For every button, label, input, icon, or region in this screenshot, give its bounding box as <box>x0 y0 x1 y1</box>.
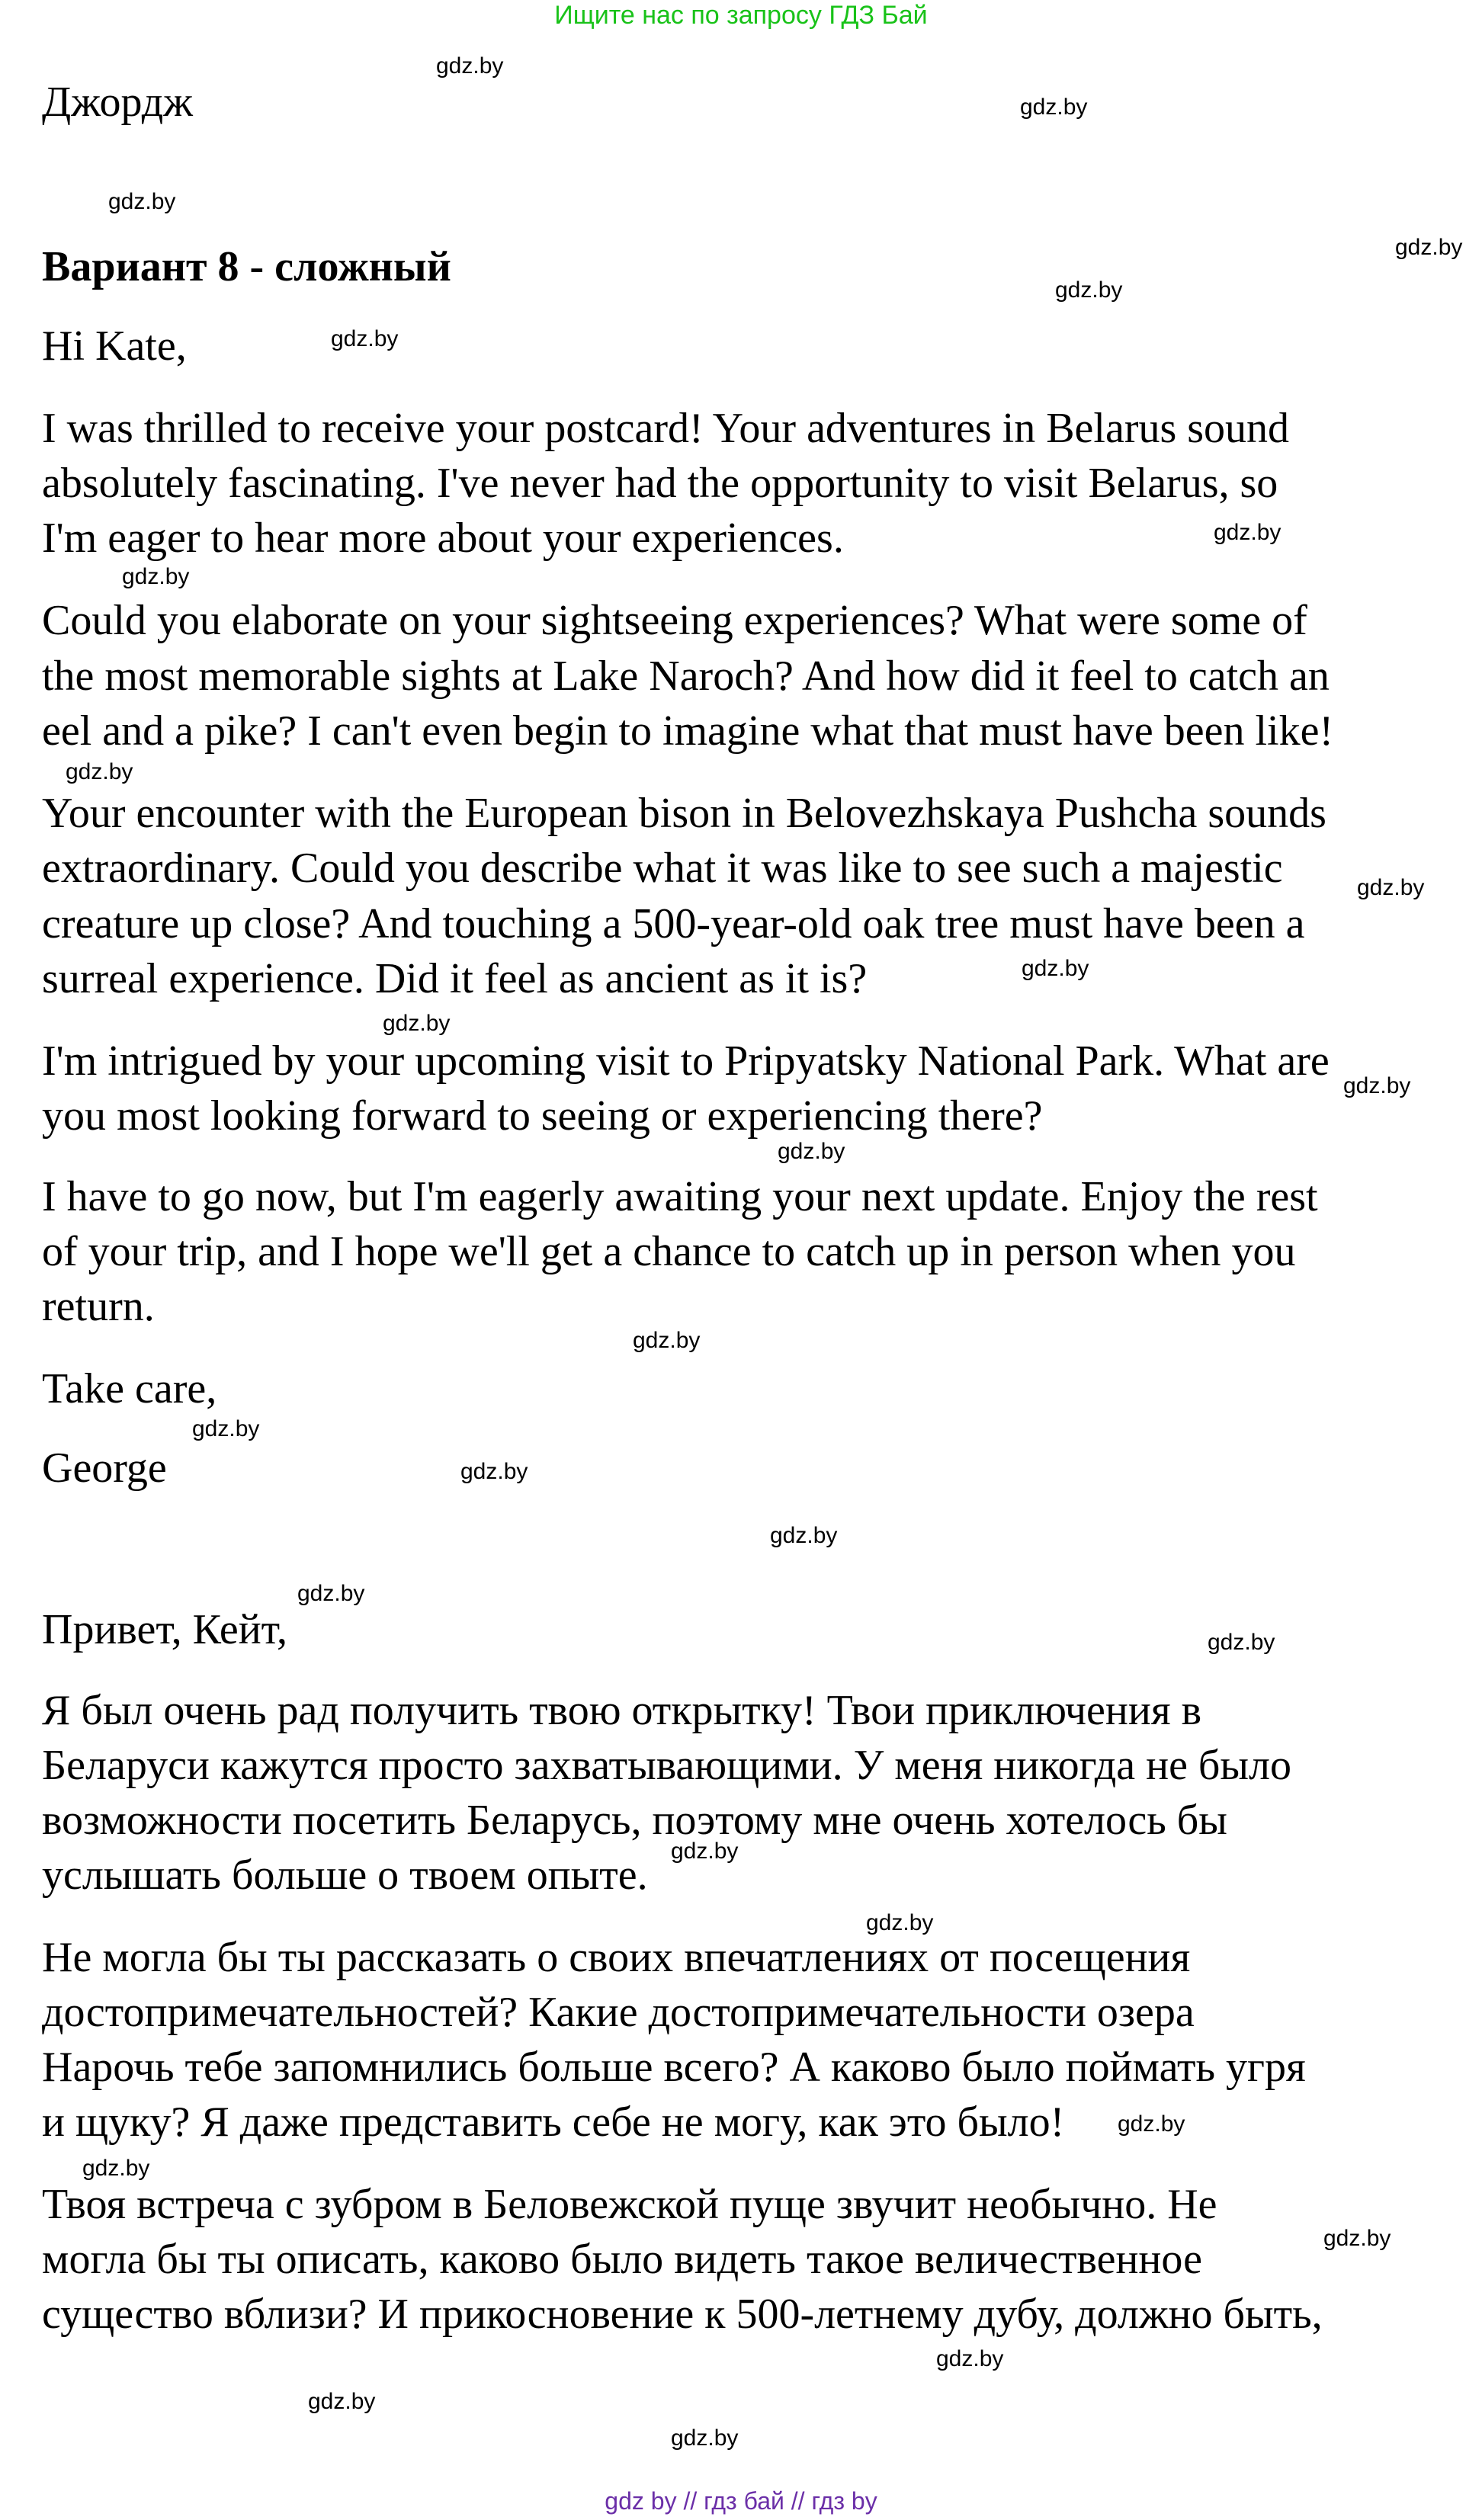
watermark: gdz.by <box>1323 2226 1391 2251</box>
watermark: gdz.by <box>1214 520 1282 545</box>
english-p3-line: extraordinary. Could you describe what it was like to see such a majestic <box>42 845 1283 892</box>
watermark: gdz.by <box>1343 1073 1411 1098</box>
russian-p1-line: Беларуси кажутся просто захватывающими. У меня никогда не было <box>42 1742 1291 1789</box>
russian-p3-line: могла бы ты описать, каково было видеть такое величественное <box>42 2236 1202 2283</box>
watermark: gdz.by <box>122 564 190 589</box>
watermark: gdz.by <box>936 2346 1004 2371</box>
russian-p3-line: Твоя встреча с зубром в Беловежской пуще звучит необычно. Не <box>42 2181 1217 2228</box>
watermark: gdz.by <box>866 1910 934 1935</box>
english-p1-line: absolutely fascinating. I've never had the opportunity to visit Belarus, so <box>42 460 1278 507</box>
watermark: gdz.by <box>308 2389 376 2414</box>
previous-signature: Джордж <box>42 79 193 126</box>
russian-p2-line: и щуку? Я даже представить себе не могу, как это было! <box>42 2098 1065 2146</box>
english-p3-line: creature up close? And touching a 500-year-old oak tree must have been a <box>42 900 1305 947</box>
watermark: gdz.by <box>1022 956 1089 981</box>
watermark: gdz.by <box>633 1328 701 1353</box>
russian-p2-line: Не могла бы ты рассказать о своих впечатлениях от посещения <box>42 1934 1191 1981</box>
russian-p1-line: услышать больше о твоем опыте. <box>42 1852 648 1899</box>
watermark: gdz.by <box>1020 95 1088 120</box>
english-p5-line: of your trip, and I hope we'll get a chance to catch up in person when you <box>42 1228 1296 1275</box>
watermark: gdz.by <box>1118 2111 1185 2137</box>
english-p2-line: the most memorable sights at Lake Naroch? And how did it feel to catch an <box>42 652 1330 700</box>
watermark: gdz.by <box>331 326 399 351</box>
watermark: gdz.by <box>108 189 176 214</box>
watermark: gdz.by <box>1055 277 1123 303</box>
english-p2-line: Could you elaborate on your sightseeing experiences? What were some of <box>42 597 1307 644</box>
watermark: gdz.by <box>436 53 504 79</box>
watermark: gdz.by <box>297 1581 365 1606</box>
watermark: gdz.by <box>1357 875 1425 900</box>
english-closing: Take care, <box>42 1365 217 1412</box>
english-p3-line: Your encounter with the European bison in Belovezhskaya Pushcha sounds <box>42 790 1326 837</box>
watermark: gdz.by <box>671 1839 739 1864</box>
russian-p2-line: достопримечательностей? Какие достопримечательности озера <box>42 1989 1195 2036</box>
russian-p1-line: возможности посетить Беларусь, поэтому мне очень хотелось бы <box>42 1797 1227 1844</box>
russian-p2-line: Нарочь тебе запомнились больше всего? А каково было поймать угря <box>42 2044 1306 2091</box>
watermark: gdz.by <box>1208 1630 1275 1655</box>
top-banner[interactable]: Ищите нас по запросу ГДЗ Бай <box>554 1 928 30</box>
watermark: gdz.by <box>671 2425 739 2451</box>
watermark: gdz.by <box>82 2156 150 2181</box>
english-p3-line: surreal experience. Did it feel as ancient as it is? <box>42 955 868 1002</box>
english-signature: George <box>42 1444 167 1492</box>
english-p2-line: eel and a pike? I can't even begin to imagine what that must have been like! <box>42 707 1334 755</box>
english-p1-line: I was thrilled to receive your postcard! Your adventures in Belarus sound <box>42 405 1290 452</box>
russian-p1-line: Я был очень рад получить твою открытку! Твои приключения в <box>42 1687 1202 1734</box>
footer-links[interactable]: gdz by // гдз бай // гдз by <box>605 2487 877 2515</box>
watermark: gdz.by <box>383 1011 451 1036</box>
english-p4-line: I'm intrigued by your upcoming visit to Pripyatsky National Park. What are <box>42 1037 1330 1085</box>
english-p4-line: you most looking forward to seeing or experiencing there? <box>42 1092 1043 1140</box>
variant-heading: Вариант 8 - сложный <box>42 243 451 290</box>
watermark: gdz.by <box>66 759 133 784</box>
english-p5-line: I have to go now, but I'm eagerly awaiting your next update. Enjoy the rest <box>42 1173 1318 1220</box>
watermark: gdz.by <box>770 1523 838 1548</box>
russian-greeting: Привет, Кейт, <box>42 1606 287 1653</box>
english-p1-line: I'm eager to hear more about your experiences. <box>42 515 844 562</box>
watermark: gdz.by <box>778 1139 845 1164</box>
english-p5-line: return. <box>42 1283 155 1330</box>
russian-p3-line: существо вблизи? И прикосновение к 500-летнему дубу, должно быть, <box>42 2291 1323 2338</box>
watermark: gdz.by <box>1395 235 1463 260</box>
english-greeting: Hi Kate, <box>42 322 187 370</box>
watermark: gdz.by <box>460 1459 528 1484</box>
watermark: gdz.by <box>192 1416 260 1441</box>
